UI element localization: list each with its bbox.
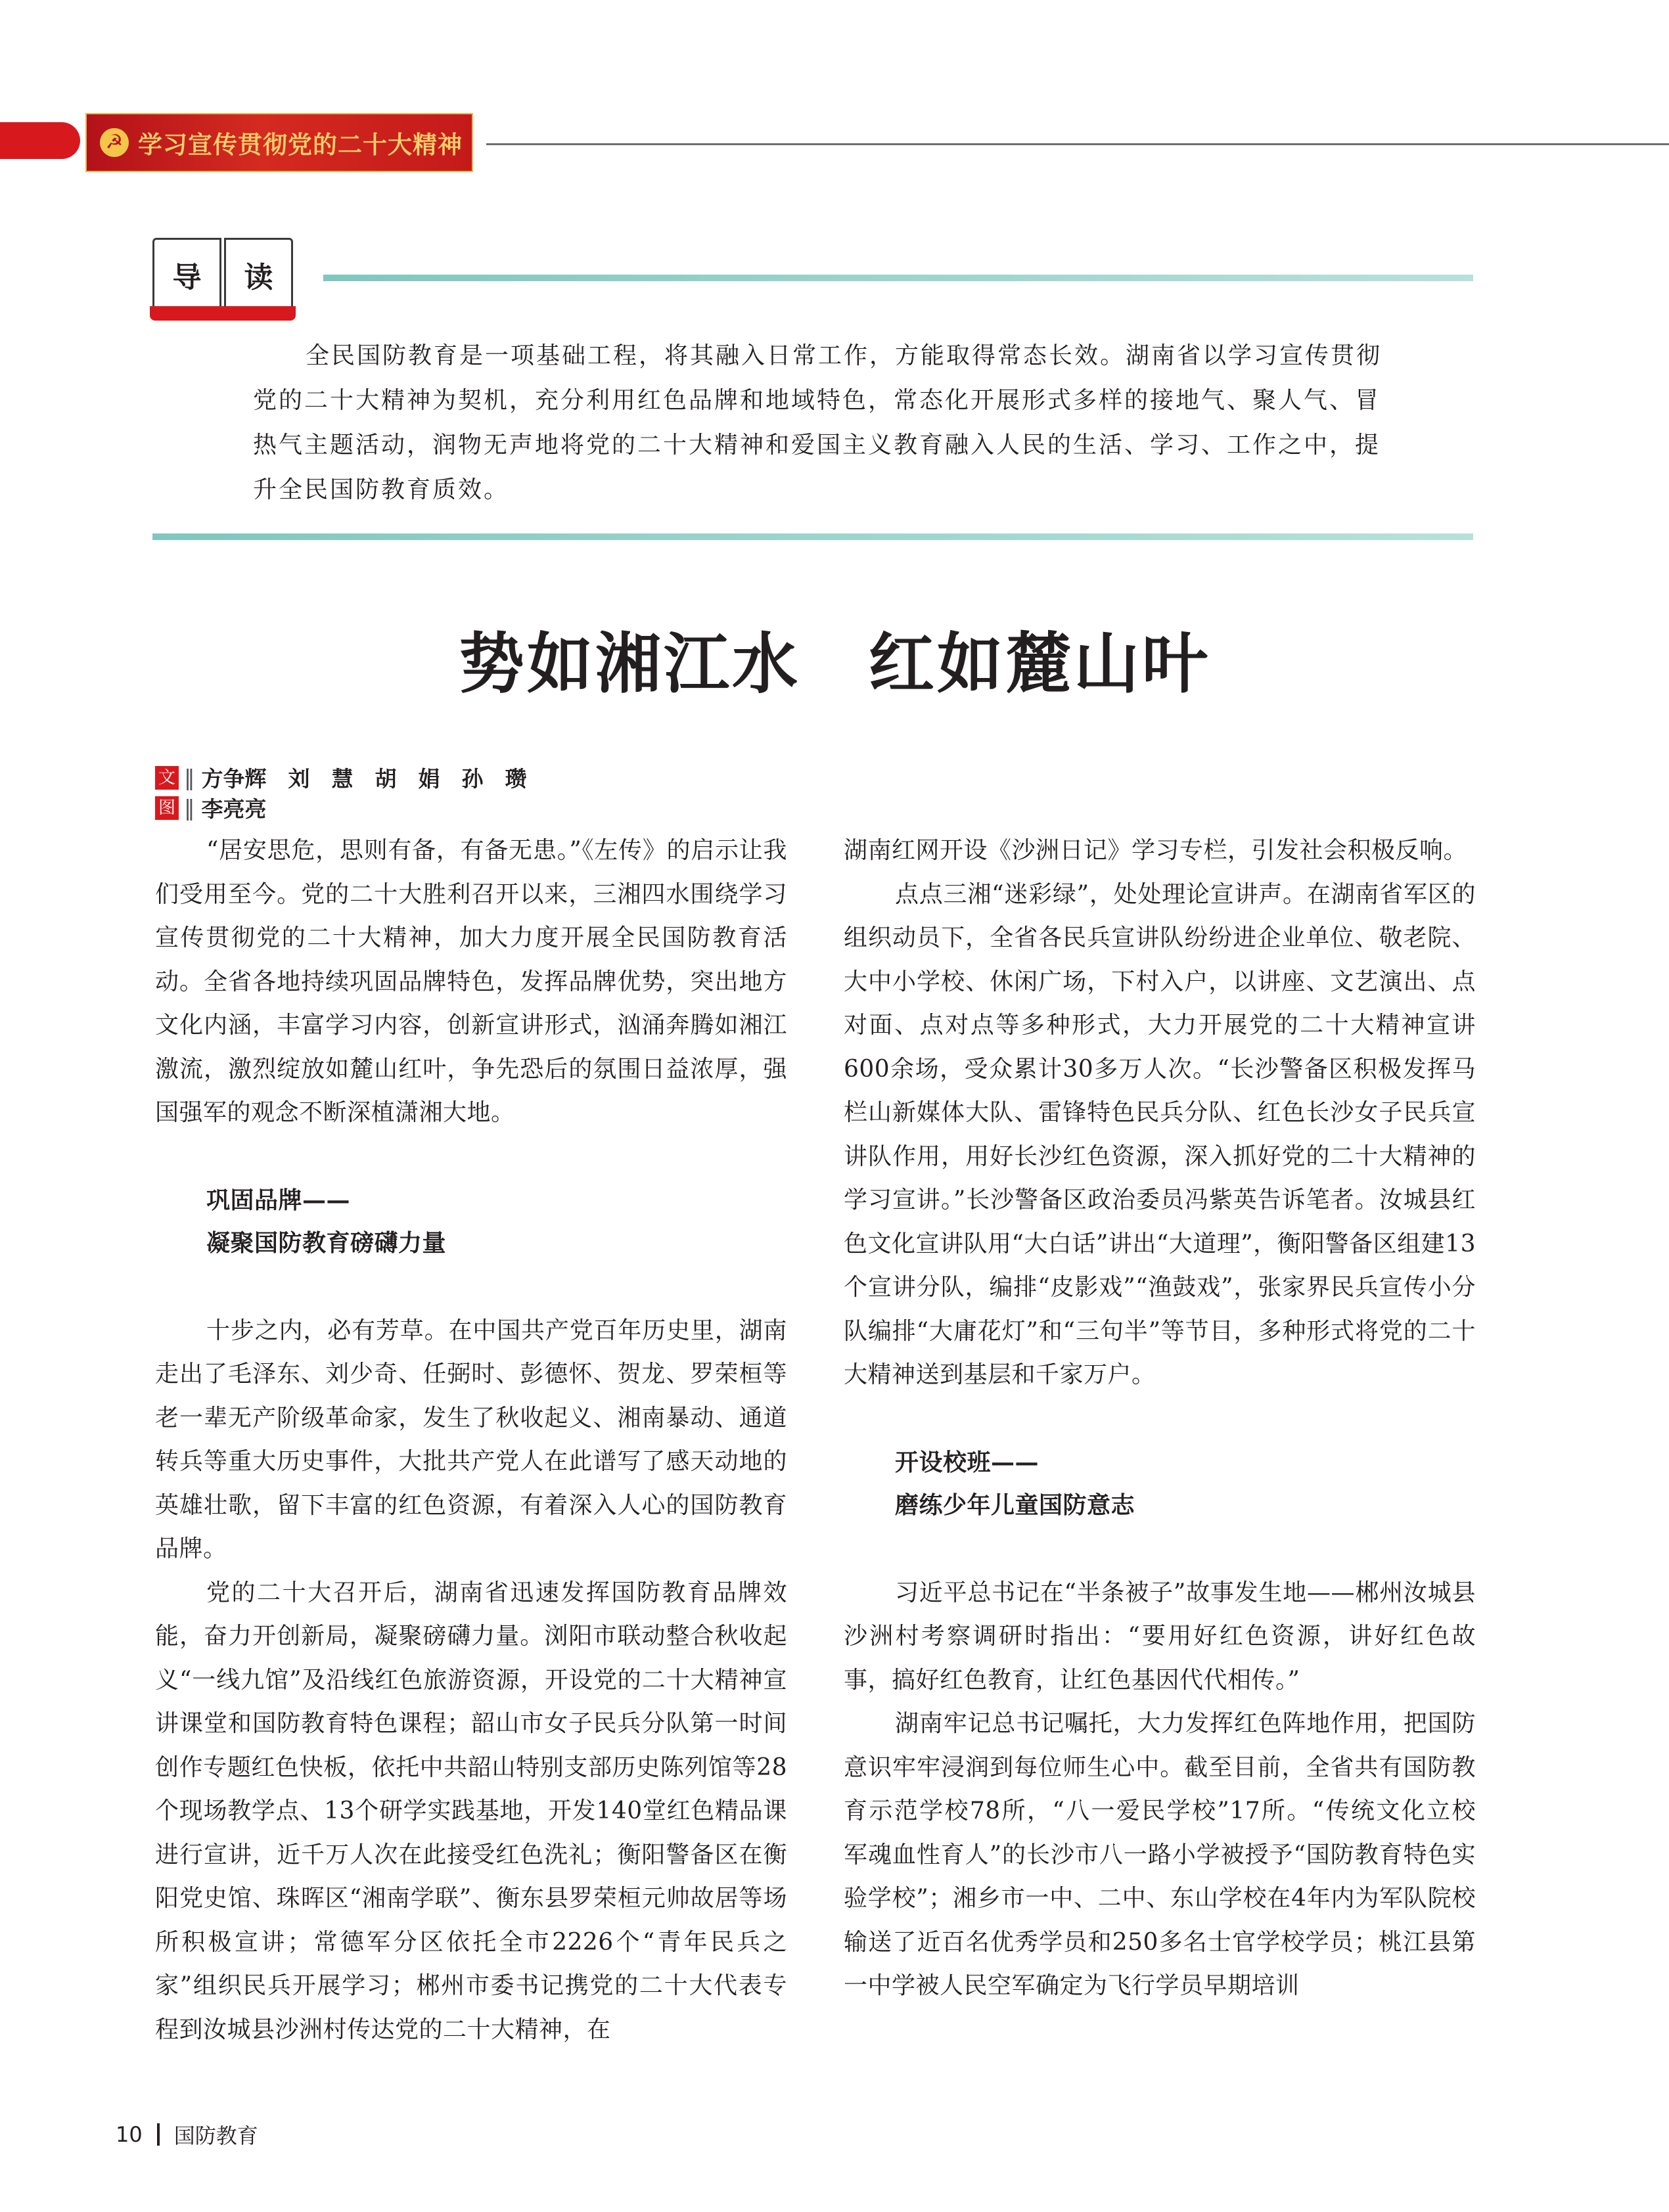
party-emblem-icon: ☭ bbox=[100, 128, 129, 157]
page-footer bbox=[116, 2119, 258, 2150]
left-column bbox=[155, 829, 787, 2052]
header-rule bbox=[486, 143, 1669, 145]
byline-text-authors: 方争辉 刘 慧 胡 娟 孙 瓒 bbox=[201, 766, 527, 792]
byline-divider: ‖ bbox=[184, 795, 195, 821]
page-number: 10 bbox=[116, 2122, 143, 2147]
paragraph: 党的二十大召开后，湖南省迅速发挥国防教育品牌效能，奋力开创新局，凝聚磅礴力量。浏阳市联动整合秋收起义“一线九馆”及沿线红色旅游资源，开设党的二十大精神宣讲课堂和国防教育特色课程；韶山市女子民兵分队第一时间创作专题红色快板，依托中共韶山特别支部历史陈列馆等28个现场教学点、13个研学实践基地，开发140堂红色精品课进行宣讲，近千万人次在此接受红色洗礼；衡阳警备区在衡阳党史馆、珠晖区“湘南学联”、衡东县罗荣桓元帅故居等场所积极宣讲；常德军分区依托全市2226个“青年民兵之家”组织民兵开展学习；郴州市委书记携党的二十大代表专程到汝城县沙洲村传达党的二十大精神，在 bbox=[155, 1579, 787, 2043]
byline-photo-tag: 图 bbox=[155, 796, 179, 820]
paragraph: 湖南红网开设《沙洲日记》学习专栏，引发社会积极反响。 bbox=[844, 837, 1468, 864]
intro-rule-top bbox=[323, 275, 1473, 281]
book-spine bbox=[150, 306, 296, 321]
byline-text bbox=[155, 762, 527, 793]
section-subtitle: 磨练少年儿童国防意志 bbox=[895, 1492, 1135, 1519]
intro-text: 全民国防教育是一项基础工程，将其融入日常工作，方能取得常态长效。湖南省以学习宣传贯彻党的二十大精神为契机，充分利用红色品牌和地域特色，常态化开展形式多样的接地气、聚人气、冒热气主题活动，润物无声地将党的二十大精神和爱国主义教育融入人民的生活、学习、工作之中，提升全民国防教育质效。 bbox=[253, 342, 1383, 503]
header-red-tab bbox=[0, 122, 80, 159]
intro-rule-bottom bbox=[152, 533, 1473, 540]
intro-label-left: 导 bbox=[152, 238, 221, 311]
paragraph: 湖南牢记总书记嘱托，大力发挥红色阵地作用，把国防意识牢牢浸润到每位师生心中。截至目前，全省共有国防教育示范学校78所，“八一爱民学校”17所。“传统文化立校 军魂血性育人”的长沙市八一路小学被授予“国防教育特色实验学校”；湘乡市一中、二中、东山学校在4年内为军队院校输送了近百名优秀学员和250多名士官学校学员；桃江县第一中学被人民空军确定为飞行学员早期培训 bbox=[844, 1710, 1476, 1999]
paragraph: 十步之内，必有芳草。在中国共产党百年历史里，湖南走出了毛泽东、刘少奇、任弼时、彭德怀、贺龙、罗荣桓等老一辈无产阶级革命家，发生了秋收起义、湘南暴动、通道转兵等重大历史事件，大批共产党人在此谱写了感天动地的英雄壮歌，留下丰富的红色资源，有着深入人心的国防教育品牌。 bbox=[155, 1317, 787, 1562]
section-kicker: 巩固品牌—— bbox=[206, 1186, 351, 1214]
section-banner bbox=[85, 113, 473, 172]
section-kicker: 开设校班—— bbox=[895, 1448, 1040, 1476]
section-subtitle: 凝聚国防教育磅礴力量 bbox=[206, 1230, 447, 1257]
paragraph: “居安思危，思则有备，有备无患。”《左传》的启示让我们受用至今。党的二十大胜利召开以来，三湘四水围绕学习宣传贯彻党的二十大精神，加大力度开展全民国防教育活动。全省各地持续巩固品牌特色，发挥品牌优势，突出地方文化内涵，丰富学习内容，创新宣讲形式，汹涌奔腾如湘江激流，激烈绽放如麓山红叶，争先恐后的氛围日益浓厚，强国强军的观念不断深植潇湘大地。 bbox=[155, 837, 787, 1126]
paragraph: 点点三湘“迷彩绿”，处处理论宣讲声。在湖南省军区的组织动员下，全省各民兵宣讲队纷纷进企业单位、敬老院、大中小学校、休闲广场，下村入户，以讲座、文艺演出、点对面、点对点等多种形式，大力开展党的二十大精神宣讲600余场，受众累计30多万人次。“长沙警备区积极发挥马栏山新媒体大队、雷锋特色民兵分队、红色长沙女子民兵宣讲队作用，用好长沙红色资源，深入抓好党的二十大精神的学习宣讲。”长沙警备区政治委员冯紫英告诉笔者。汝城县红色文化宣讲队用“大白话”讲出“大道理”，衡阳警备区组建13个宣讲分队，编排“皮影戏”“渔鼓戏”，张家界民兵宣传小分队编排“大庸花灯”和“三句半”等节目，多种形式将党的二十大精神送到基层和千家万户。 bbox=[844, 880, 1476, 1388]
paragraph: 习近平总书记在“半条被子”故事发生地——郴州汝城县沙洲村考察调研时指出：“要用好红色资源，讲好红色故事，搞好红色教育，让红色基因代代相传。” bbox=[844, 1579, 1476, 1694]
right-column bbox=[844, 829, 1476, 2008]
footer-divider bbox=[157, 2123, 160, 2146]
byline-photo-authors: 李亮亮 bbox=[201, 796, 267, 822]
intro-book-icon bbox=[150, 238, 296, 322]
byline-photo bbox=[155, 792, 267, 823]
publication-name: 国防教育 bbox=[173, 2123, 258, 2148]
byline-divider: ‖ bbox=[184, 765, 195, 790]
section-banner-text: 学习宣传贯彻党的二十大精神 bbox=[138, 130, 463, 159]
intro-label-right: 读 bbox=[224, 238, 293, 311]
byline-text-tag: 文 bbox=[155, 766, 179, 790]
article-title: 势如湘江水 红如麓山叶 bbox=[459, 625, 1210, 702]
